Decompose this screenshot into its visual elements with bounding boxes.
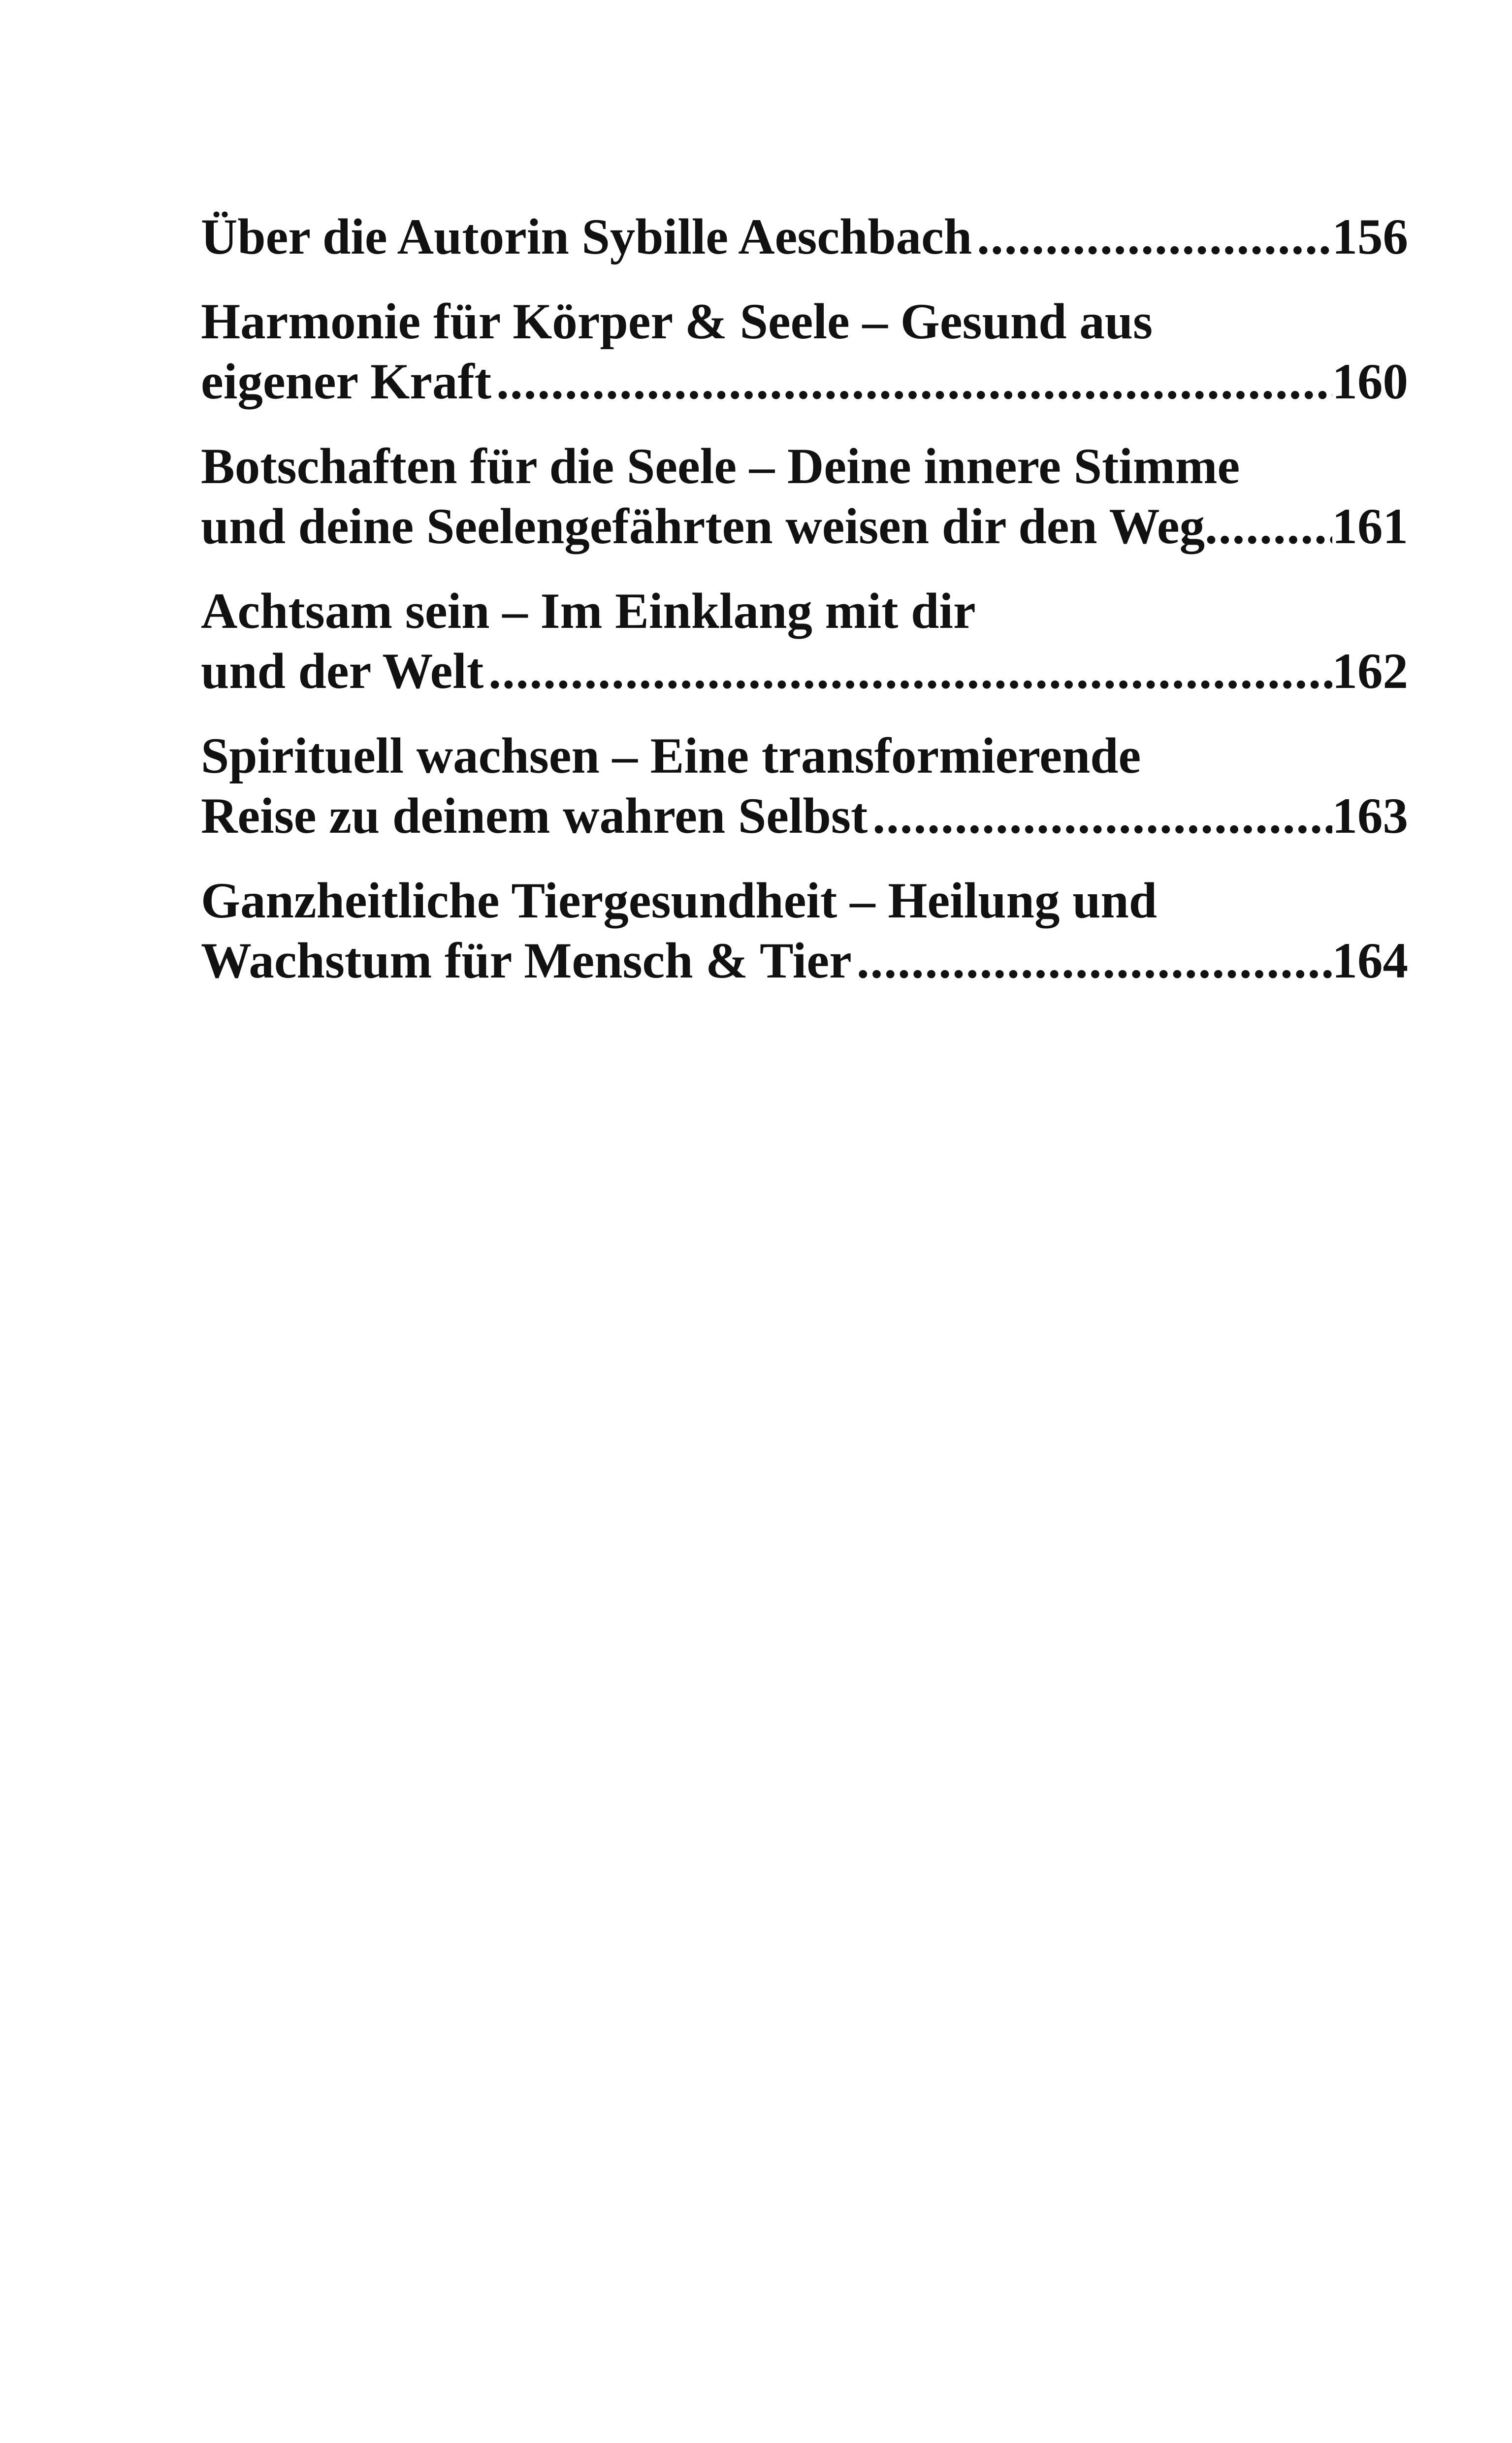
toc-entry-title: Wachstum für Mensch & Tier [201, 933, 852, 989]
toc-page-number: 161 [1332, 498, 1408, 554]
toc-entry[interactable] [201, 207, 1408, 267]
dot-leader [491, 352, 1332, 412]
toc-entry-title-line: Spirituell wachsen – Eine transformierende [201, 728, 1141, 784]
toc-entry-line [201, 641, 1408, 701]
toc-entry-title-line: Harmonie für Körper & Seele – Gesund aus [201, 293, 1153, 350]
toc-page-number: 156 [1332, 209, 1408, 265]
dot-leader [1205, 496, 1332, 556]
toc-page-number: 164 [1332, 933, 1408, 989]
toc-page-number: 162 [1332, 643, 1408, 699]
toc-page-number: 160 [1332, 354, 1408, 410]
toc-entry[interactable] [201, 436, 1408, 556]
toc-entry-title: Über die Autorin Sybille Aeschbach [201, 209, 972, 265]
toc-entry-line [201, 207, 1408, 267]
table-of-contents [201, 207, 1408, 1015]
toc-entry[interactable] [201, 292, 1408, 412]
toc-entry-title: Reise zu deinem wahren Selbst [201, 788, 868, 844]
toc-entry-title: eigener Kraft [201, 354, 492, 410]
toc-entry-title-line: Ganzheitliche Tiergesundheit – Heilung und [201, 873, 1158, 929]
dot-leader [972, 207, 1332, 267]
toc-entry-title: und der Welt [201, 643, 484, 699]
toc-entry-title: und deine Seelengefährten weisen dir den Weg [201, 498, 1205, 554]
toc-entry-line [201, 496, 1408, 556]
toc-entry-title-line: Achtsam sein – Im Einklang mit dir [201, 583, 976, 639]
toc-entry[interactable] [201, 726, 1408, 846]
toc-entry-line [201, 352, 1408, 412]
toc-entry[interactable] [201, 871, 1408, 991]
dot-leader [868, 786, 1332, 846]
dot-leader [483, 641, 1332, 701]
toc-entry-line [201, 786, 1408, 846]
toc-page-number: 163 [1332, 788, 1408, 844]
toc-entry[interactable] [201, 581, 1408, 701]
toc-entry-title-line: Botschaften für die Seele – Deine innere Stimme [201, 438, 1240, 494]
toc-entry-line [201, 931, 1408, 991]
dot-leader [852, 931, 1332, 991]
